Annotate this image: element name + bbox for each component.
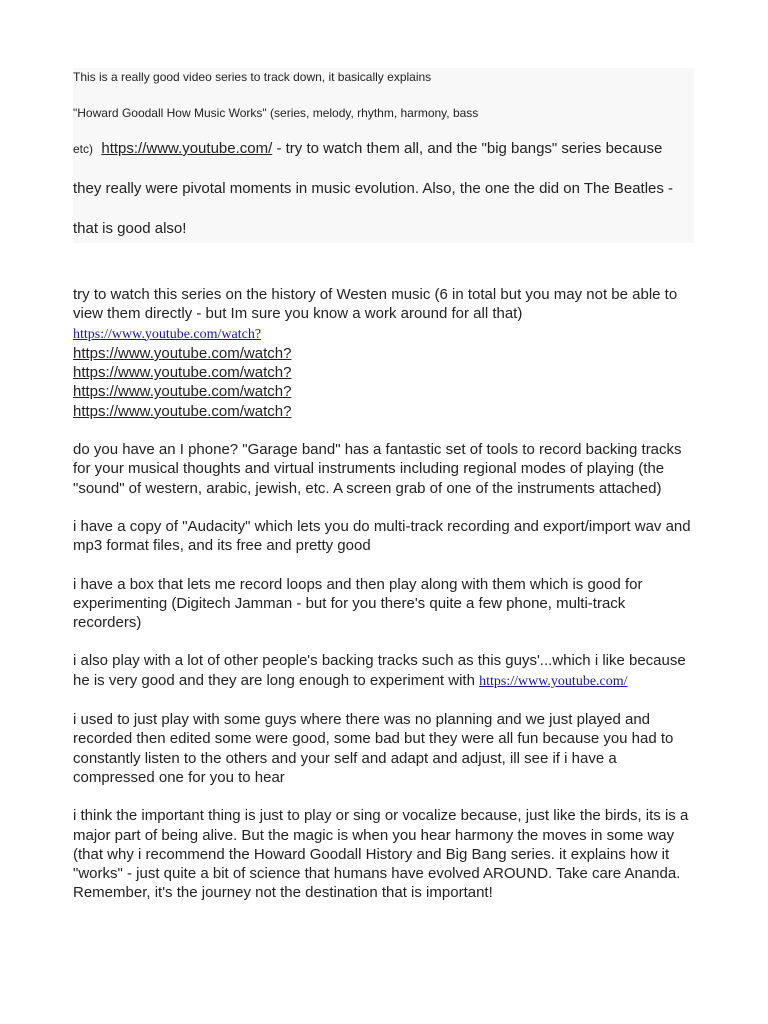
quote-line-3-suffix: - try to watch them all, and the "big bangs" series because xyxy=(272,140,663,157)
quote-line-5: that is good also! xyxy=(73,220,187,237)
history-link-2[interactable]: https://www.youtube.com/watch? xyxy=(73,344,292,362)
quoted-block xyxy=(73,68,694,243)
quote-line-1: This is a really good video series to track down, it basically explains xyxy=(73,70,432,84)
history-link-5[interactable]: https://www.youtube.com/watch? xyxy=(73,402,292,420)
howard-goodall-link[interactable]: https://www.youtube.com/ xyxy=(101,140,273,157)
loop-box-paragraph: i have a box that lets me record loops and then play along with them which is good for experimenting (Digitech Jamman - but for you there's quite a few phone, multi-track recorders) xyxy=(73,575,643,632)
document-body xyxy=(73,68,695,903)
jam-session-paragraph: i used to just play with some guys where there was no planning and we just played and recorded then edited some were good, some bad but they were all fun because you had to constantly listen to the others and your self and adapt and adjust, ill see if i have a compressed one for you to hear xyxy=(73,711,674,786)
quote-line-3-prefix: etc) xyxy=(73,142,94,156)
quote-line-3 xyxy=(73,135,694,163)
history-link-1[interactable]: https://www.youtube.com/watch? xyxy=(73,326,262,342)
history-link-4[interactable]: https://www.youtube.com/watch? xyxy=(73,383,292,401)
audacity-paragraph: i have a copy of "Audacity" which lets you do multi-track recording and export/import wav and mp3 format files, and its free and pretty good xyxy=(73,517,691,555)
history-series-paragraph: try to watch this series on the history of Westen music (6 in total but you may not be able to view them directly - but Im sure you know a work around for all that) xyxy=(73,286,678,323)
history-link-3[interactable]: https://www.youtube.com/watch? xyxy=(73,364,292,382)
backing-tracks-link[interactable]: https://www.youtube.com/ xyxy=(479,673,628,689)
backing-tracks-text: i also play with a lot of other people's backing tracks such as this guys'...which i like because he is very good and they are long enough to experiment with xyxy=(73,652,686,689)
closing-paragraph: i think the important thing is just to play or sing or vocalize because, just like the birds, its is a major part of being alive. But the magic is when you hear harmony the moves in some way (that why i recommend the Howard Goodall History and Big Bang series. it explains how it "works" - just quite a bit of science that humans have evolved AROUND. Take care Ananda. Remember, it's the journey not the destination that is important! xyxy=(73,807,689,902)
garage-band-paragraph: do you have an I phone? "Garage band" has a fantastic set of tools to record backing tracks for your musical thoughts and virtual instruments including regional modes of playing (the "sound" of western, arabic, jewish, etc. A screen grab of one of the instruments attached) xyxy=(73,441,682,497)
quote-line-2: "Howard Goodall How Music Works" (series, melody, rhythm, harmony, bass xyxy=(73,106,479,120)
history-series-links xyxy=(73,324,695,421)
quote-line-4: they really were pivotal moments in music evolution. Also, the one the did on The Beatles - xyxy=(73,180,674,197)
backing-tracks-paragraph xyxy=(73,651,695,691)
